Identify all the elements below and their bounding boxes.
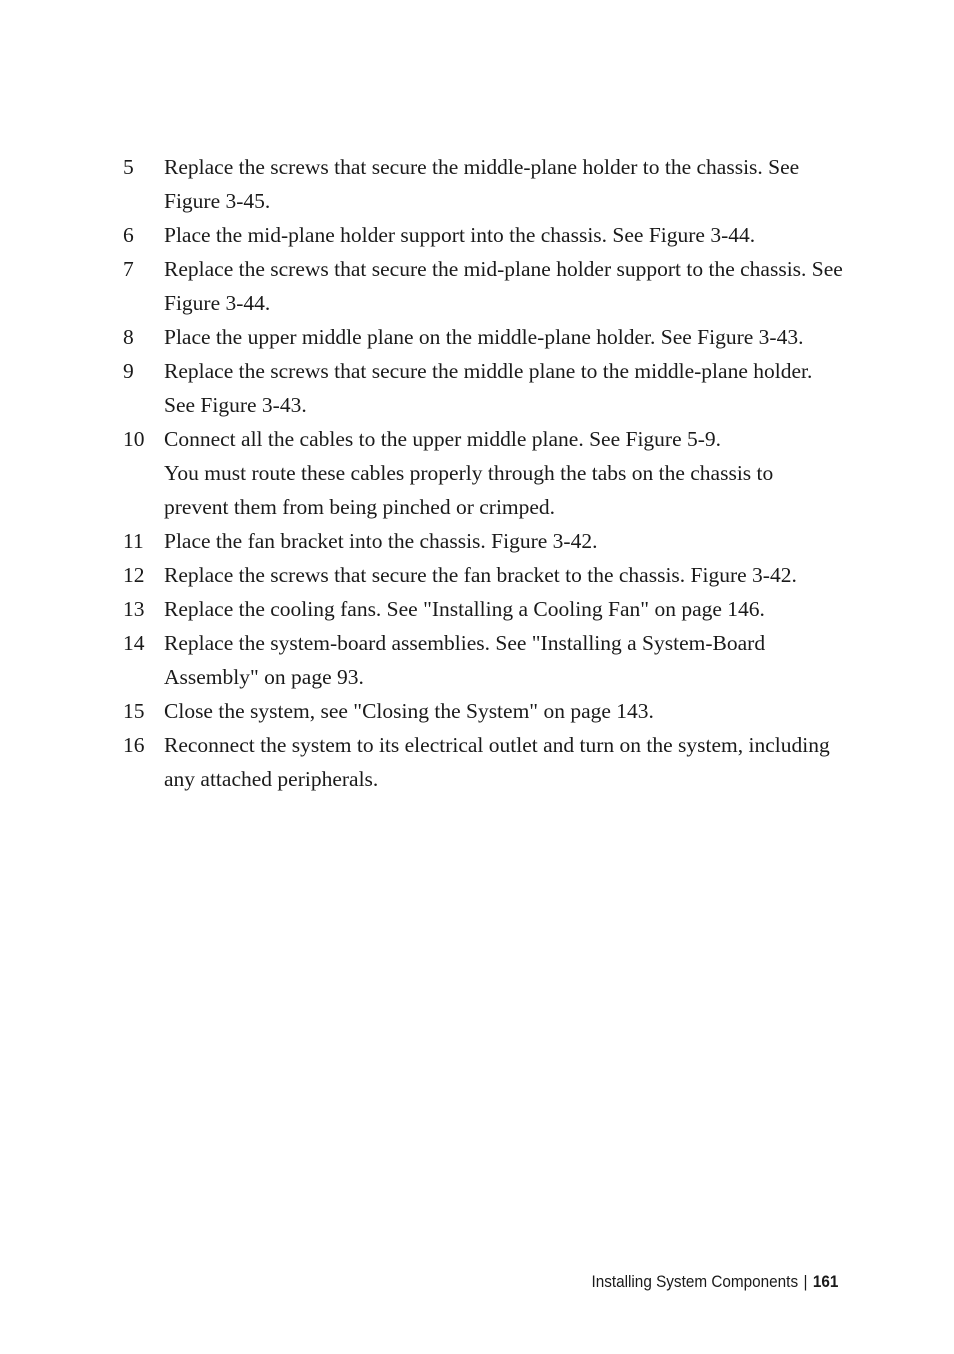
step-10 [123, 422, 843, 524]
step-15 [123, 694, 843, 728]
step-16 [123, 728, 843, 796]
step-number: 12 [123, 563, 145, 587]
footer-separator: | [803, 1272, 808, 1291]
step-14 [123, 626, 843, 694]
step-number: 15 [123, 699, 145, 723]
step-7 [123, 252, 843, 320]
step-number: 14 [123, 631, 145, 655]
step-number: 10 [123, 427, 145, 451]
step-text: Replace the system-board assemblies. See "Installing a System-Board Assembly" on page 93. [164, 631, 766, 689]
step-number: 11 [123, 529, 144, 553]
step-8 [123, 320, 843, 354]
step-text: Place the mid-plane holder support into the chassis. See Figure 3-44. [164, 223, 756, 247]
step-text: Replace the screws that secure the mid-plane holder support to the chassis. See Figure 3-44. [164, 257, 843, 315]
step-11 [123, 524, 843, 558]
step-text: Replace the cooling fans. See "Installing a Cooling Fan" on page 146. [164, 597, 765, 621]
step-note: You must route these cables properly through the tabs on the chassis to prevent them from being pinched or crimped. [164, 461, 774, 519]
step-12 [123, 558, 843, 592]
step-text: Close the system, see "Closing the System" on page 143. [164, 699, 654, 723]
step-5 [123, 150, 843, 218]
step-9 [123, 354, 843, 422]
step-text: Place the upper middle plane on the middle-plane holder. See Figure 3-43. [164, 325, 804, 349]
step-number: 7 [123, 257, 134, 281]
page-footer [591, 1272, 838, 1292]
step-text: Replace the screws that secure the middle-plane holder to the chassis. See Figure 3-45. [164, 155, 800, 213]
step-number: 8 [123, 325, 134, 349]
step-number: 16 [123, 733, 145, 757]
step-13 [123, 592, 843, 626]
page-number: 161 [812, 1272, 838, 1291]
step-text: Reconnect the system to its electrical outlet and turn on the system, including any attached peripherals. [164, 733, 830, 791]
step-text: Connect all the cables to the upper middle plane. See Figure 5-9. [164, 427, 722, 451]
step-number: 13 [123, 597, 145, 621]
footer-section-title: Installing System Components [591, 1272, 798, 1291]
procedure-steps [123, 150, 843, 796]
step-text: Place the fan bracket into the chassis. Figure 3-42. [164, 529, 598, 553]
step-number: 5 [123, 155, 134, 179]
step-number: 6 [123, 223, 134, 247]
step-number: 9 [123, 359, 134, 383]
step-text: Replace the screws that secure the middle plane to the middle-plane holder. See Figure 3-43. [164, 359, 813, 417]
step-6 [123, 218, 843, 252]
step-text: Replace the screws that secure the fan bracket to the chassis. Figure 3-42. [164, 563, 797, 587]
